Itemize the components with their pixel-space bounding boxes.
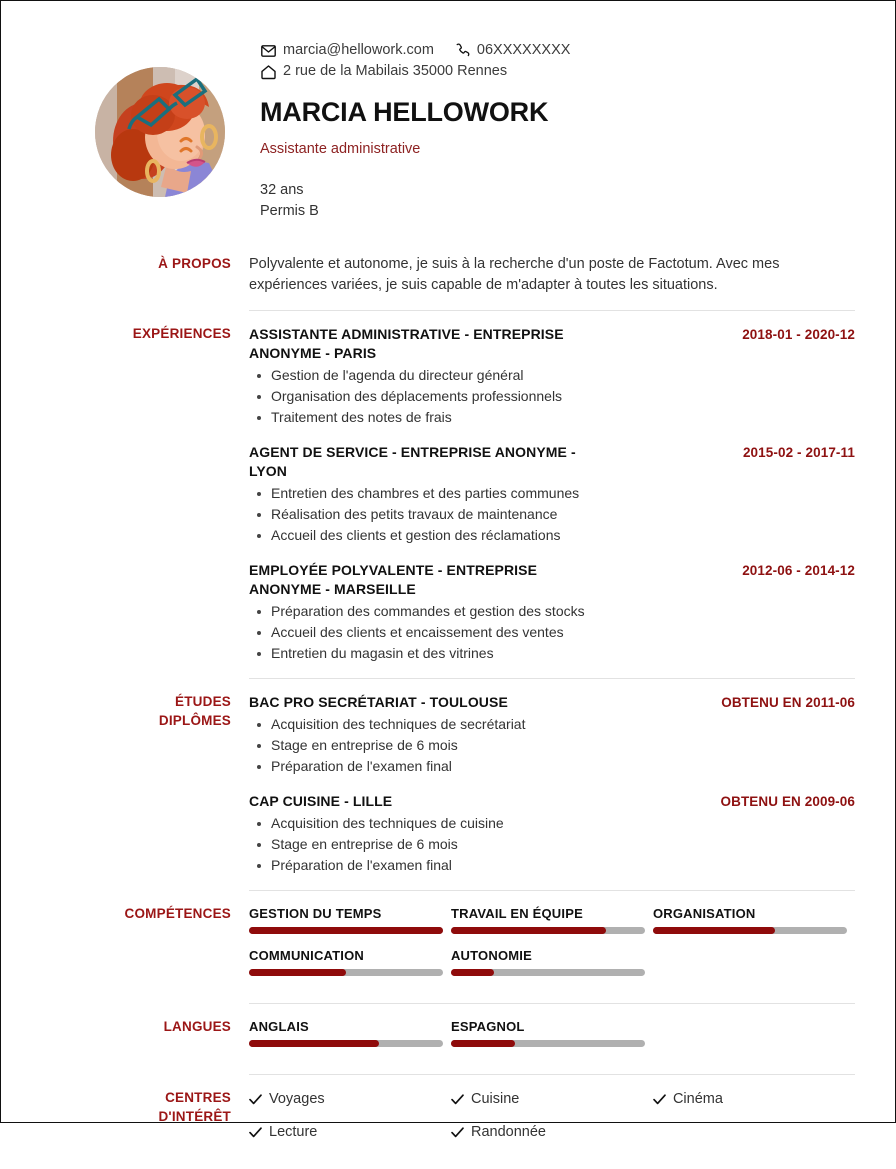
entry-bullet: Stage en entreprise de 6 mois <box>271 735 855 756</box>
job-title: Assistante administrative <box>260 140 421 157</box>
section-skills <box>1 890 895 1003</box>
progress-fill <box>653 927 775 934</box>
progress-fill <box>249 1040 379 1047</box>
progress-label: AUTONOMIE <box>450 948 532 964</box>
entry <box>249 443 855 546</box>
check-icon <box>249 1126 262 1139</box>
progress-track <box>249 927 443 934</box>
contact-row-2 <box>260 61 855 82</box>
progress-label: ESPAGNOL <box>450 1019 525 1035</box>
page-title: MARCIA HELLOWORK <box>260 97 549 127</box>
entry <box>249 792 855 876</box>
avatar-container <box>95 27 225 222</box>
section-label-education-line2: DIPLÔMES <box>158 713 231 729</box>
section-label-interests-line2: D'INTÉRÊT <box>158 1109 231 1125</box>
check-icon <box>451 1126 464 1139</box>
interest-label: Cinéma <box>672 1091 723 1108</box>
entry-title: AGENT DE SERVICE - ENTREPRISE ANONYME - LYON <box>249 444 576 480</box>
contact-row-1 <box>260 40 855 61</box>
entry-header <box>249 443 855 481</box>
home-icon <box>260 63 277 80</box>
interest-label: Voyages <box>269 1091 325 1108</box>
progress-label: TRAVAIL EN ÉQUIPE <box>450 906 583 922</box>
skills-grid <box>249 905 855 989</box>
interest-label: Randonnée <box>470 1124 546 1141</box>
progress-track <box>249 1040 443 1047</box>
address-text: 2 rue de la Mabilais 35000 Rennes <box>283 63 508 79</box>
entry-bullet: Préparation de l'examen final <box>271 855 855 876</box>
progress-label: ANGLAIS <box>249 1019 309 1035</box>
entry-bullet: Acquisition des techniques de cuisine <box>271 813 855 834</box>
entry-header <box>249 561 855 599</box>
interest-label: Cuisine <box>470 1091 520 1108</box>
progress-label: COMMUNICATION <box>249 948 365 964</box>
section-education <box>1 678 895 890</box>
entry-title: CAP CUISINE - LILLE <box>249 793 393 810</box>
about-text: Polyvalente et autonome, je suis à la recherche d'un poste de Factotum. Avec mes expériences variées, je suis capable de m'adapter à toutes les situations. <box>249 256 780 294</box>
entry-bullet: Préparation des commandes et gestion des stocks <box>271 601 855 622</box>
interest-item <box>249 1089 451 1110</box>
section-label-interests <box>1 1074 249 1169</box>
interest-item <box>653 1089 855 1110</box>
entry-title: BAC PRO SECRÉTARIAT - TOULOUSE <box>249 694 508 711</box>
progress-item <box>249 1018 451 1047</box>
entry-bullet: Acquisition des techniques de secrétariat <box>271 714 855 735</box>
check-icon <box>451 1093 464 1106</box>
progress-item <box>653 905 855 934</box>
avatar-illustration <box>95 67 225 197</box>
entry-bullets <box>249 483 855 546</box>
progress-fill <box>249 969 346 976</box>
section-label-about: À PROPOS <box>158 256 231 272</box>
entry-bullet: Entretien du magasin et des vitrines <box>271 643 855 664</box>
entry-bullets <box>249 601 855 664</box>
contact-address <box>260 61 507 82</box>
progress-item <box>451 1018 653 1047</box>
entry-header <box>249 792 855 811</box>
entry-bullets <box>249 813 855 876</box>
progress-track <box>653 927 847 934</box>
interest-item <box>451 1089 653 1110</box>
email-text: marcia@hellowork.com <box>283 42 434 58</box>
progress-item <box>249 947 451 976</box>
entry-header <box>249 325 855 363</box>
entry-date: OBTENU EN 2009-06 <box>720 794 855 810</box>
contact-email <box>260 40 434 61</box>
entry <box>249 561 855 664</box>
entry-bullet: Traitement des notes de frais <box>271 407 855 428</box>
interest-item <box>451 1122 653 1143</box>
experiences-list <box>249 310 855 678</box>
section-label-education-line1: ÉTUDES <box>175 694 231 710</box>
entry-date: 2012-06 - 2014-12 <box>742 563 855 579</box>
entry-date: 2018-01 - 2020-12 <box>742 327 855 343</box>
progress-fill <box>451 927 606 934</box>
progress-fill <box>451 1040 515 1047</box>
entry-bullet: Entretien des chambres et des parties communes <box>271 483 855 504</box>
section-label-skills: COMPÉTENCES <box>124 906 231 922</box>
entry-bullet: Accueil des clients et encaissement des ventes <box>271 622 855 643</box>
entry-title: ASSISTANTE ADMINISTRATIVE - ENTREPRISE ANONYME - PARIS <box>249 326 564 362</box>
entry-bullet: Préparation de l'examen final <box>271 756 855 777</box>
interests-grid <box>249 1089 855 1155</box>
entry <box>249 325 855 428</box>
entry-bullets <box>249 365 855 428</box>
section-about <box>1 240 895 310</box>
envelope-icon <box>260 42 277 59</box>
section-interests <box>1 1074 895 1169</box>
progress-fill <box>451 969 494 976</box>
section-label-interests-line1: CENTRES <box>165 1090 231 1106</box>
entry-bullets <box>249 714 855 777</box>
phone-text: 06XXXXXXXX <box>476 42 571 58</box>
progress-track <box>451 1040 645 1047</box>
entry-bullet: Organisation des déplacements professionnels <box>271 386 855 407</box>
phone-icon <box>454 42 471 59</box>
entry-date: OBTENU EN 2011-06 <box>721 695 855 711</box>
languages-grid <box>249 1018 855 1060</box>
progress-label: GESTION DU TEMPS <box>249 906 382 922</box>
section-label-languages: LANGUES <box>163 1019 231 1035</box>
section-experiences <box>1 310 895 678</box>
entry <box>249 693 855 777</box>
entry-title: EMPLOYÉE POLYVALENTE - ENTREPRISE ANONYME - MARSEILLE <box>249 562 538 598</box>
avatar <box>95 67 225 197</box>
progress-fill <box>249 927 443 934</box>
education-list <box>249 678 855 890</box>
entry-bullet: Accueil des clients et gestion des réclamations <box>271 525 855 546</box>
section-languages <box>1 1003 895 1074</box>
entry-date: 2015-02 - 2017-11 <box>742 445 855 461</box>
interest-label: Lecture <box>269 1124 318 1141</box>
entry-bullet: Réalisation des petits travaux de maintenance <box>271 504 855 525</box>
section-label-education <box>1 678 249 890</box>
interest-item <box>249 1122 451 1143</box>
progress-label: ORGANISATION <box>652 906 756 922</box>
license-text: Permis B <box>260 203 319 220</box>
contact-phone <box>454 40 571 61</box>
entry-bullet: Gestion de l'agenda du directeur général <box>271 365 855 386</box>
progress-item <box>451 905 653 934</box>
progress-track <box>249 969 443 976</box>
entry-header <box>249 693 855 712</box>
cv-header <box>1 1 895 222</box>
progress-track <box>451 927 645 934</box>
age-text: 32 ans <box>260 182 304 199</box>
check-icon <box>249 1093 262 1106</box>
section-label-experiences: EXPÉRIENCES <box>132 326 231 342</box>
progress-item <box>451 947 653 976</box>
header-info <box>225 27 855 222</box>
progress-item <box>249 905 451 934</box>
entry-bullet: Stage en entreprise de 6 mois <box>271 834 855 855</box>
check-icon <box>653 1093 666 1106</box>
progress-track <box>451 969 645 976</box>
